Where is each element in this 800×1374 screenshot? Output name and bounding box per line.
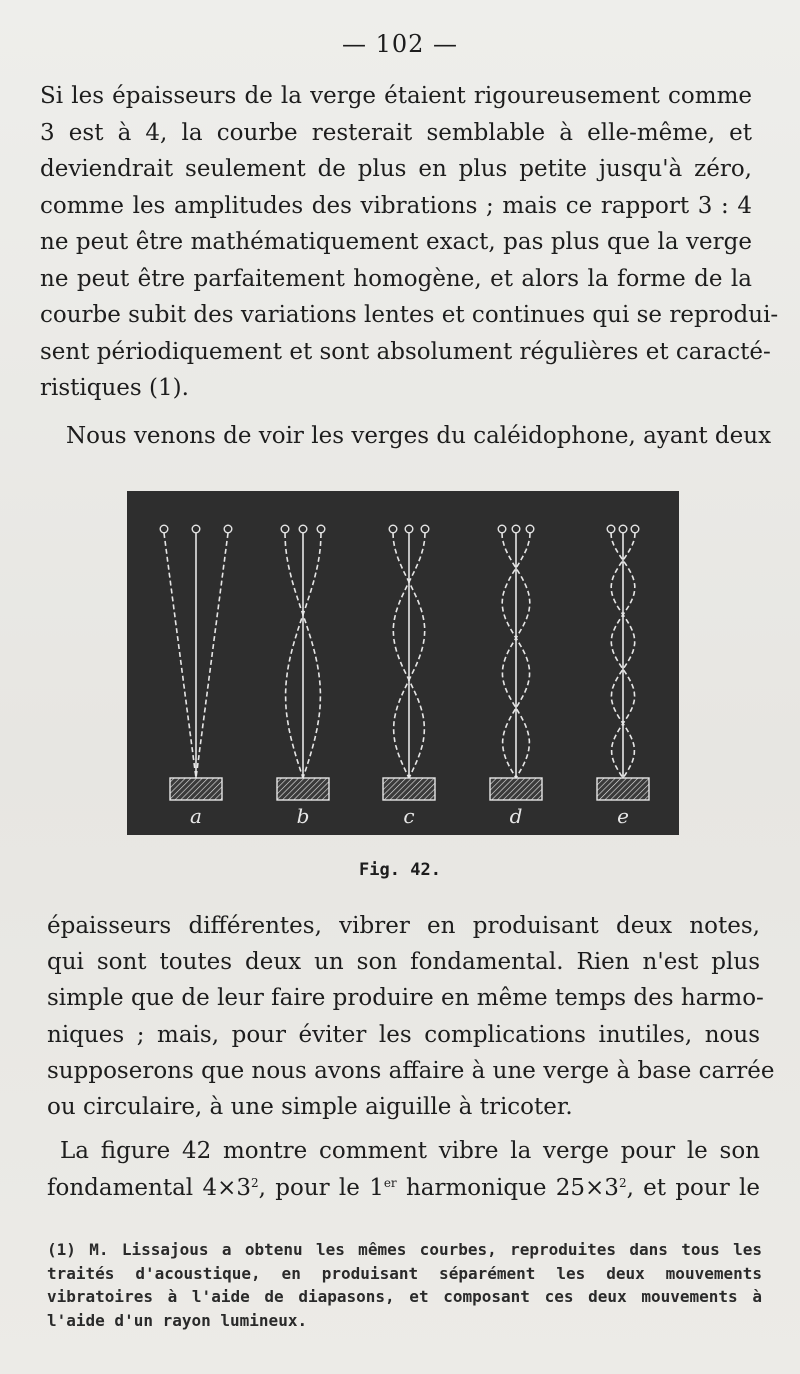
footnote-line: (1) M. Lissajous a obtenu les mêmes courbes, reproduites dans tous les [47,1240,762,1259]
rod-tip-bead [224,525,232,533]
rod-tip-bead [526,525,534,533]
footnote-line: traités d'acoustique, en produisant séparément les deux mouvements [47,1263,762,1283]
rod-deflection-left [164,533,196,778]
superscript: 2 [618,1176,627,1190]
rod-panel-d [490,525,542,828]
superscript: 2 [251,1176,259,1190]
text-line: Si les épaisseurs de la verge étaient rigoureusement comme [40,83,752,109]
panel-label: e [617,804,629,828]
rod-tip-bead [389,525,397,533]
rod-tip-bead [299,525,307,533]
rod-clamp-base [277,778,329,800]
rod-tip-bead [498,525,506,533]
figure-vibrating-rods [127,491,679,835]
rod-panel-b [277,525,329,828]
paragraph-4 [47,1133,760,1207]
text-fragment: , et pour le [626,1175,760,1201]
rod-tip-bead [317,525,325,533]
panel-label: d [509,804,523,828]
rod-clamp-base [490,778,542,800]
rod-tip-bead [192,525,200,533]
rod-tip-bead [619,525,627,533]
footnote-line: vibratoires à l'aide de diapasons, et composant ces deux mouvements à [47,1287,762,1306]
rod-tip-bead [281,525,289,533]
text-line: simple que de leur faire produire en même temps des harmo- [47,985,764,1012]
paragraph-1 [40,78,779,407]
text-fragment: fondamental 4×3 [47,1175,251,1201]
rod-clamp-base [383,778,435,800]
text-line: deviendrait seulement de plus en plus petite jusqu'à zéro, [40,156,752,182]
footnote [47,1238,762,1332]
rod-panel-c [383,525,435,828]
text-fragment: harmonique 25×3 [396,1175,619,1201]
text-line: sent périodiquement et sont absolument régulières et caracté- [40,338,771,365]
text-line: comme les amplitudes des vibrations ; mais ce rapport 3 : 4 [40,192,752,219]
superscript: er [383,1176,397,1190]
text-line: La figure 42 montre comment vibre la verge pour le son [60,1138,760,1164]
figure-caption: Fig. 42. [359,860,441,880]
text-line: Nous venons de voir les verges du caléidophone, ayant deux [66,423,772,449]
text-line: courbe subit des variations lentes et continues qui se reprodui- [40,302,779,328]
page-number: — 102 — [341,30,459,58]
rod-clamp-base [170,778,222,800]
rod-tip-bead [421,525,429,533]
text-fragment: , pour le 1 [258,1175,384,1201]
text-line: niques ; mais, pour éviter les complications inutiles, nous [47,1021,760,1048]
text-line: ristiques (1). [40,375,189,401]
text-line: épaisseurs différentes, vibrer en produisant deux notes, [47,913,760,939]
footnote-line: l'aide d'un rayon lumineux. [47,1310,308,1330]
rod-tip-bead [631,525,639,533]
rod-clamp-base [597,778,649,800]
text-line: supposerons que nous avons affaire à une verge à base carrée [47,1057,775,1084]
rod-tip-bead [405,525,413,533]
rod-panel-a [160,525,232,828]
text-line: ou circulaire, à une simple aiguille à tricoter. [47,1094,573,1121]
text-line: 3 est à 4, la courbe resterait semblable à elle-même, et [40,119,752,146]
text-line [47,1170,760,1207]
text-line: qui sont toutes deux un son fondamental. Rien n'est plus [47,949,760,976]
panel-label: a [190,804,202,828]
rod-panel-e [597,525,649,828]
paragraph-3 [47,908,775,1125]
figure-drawing [127,491,679,835]
paragraph-2 [66,418,772,455]
rod-tip-bead [512,525,520,533]
rod-tip-bead [160,525,168,533]
text-line: ne peut être mathématiquement exact, pas plus que la verge [40,229,752,255]
panel-label: b [296,804,310,828]
rod-deflection-right [196,533,228,778]
panel-label: c [403,804,415,828]
rod-tip-bead [607,525,615,533]
text-line: ne peut être parfaitement homogène, et alors la forme de la [40,265,752,292]
